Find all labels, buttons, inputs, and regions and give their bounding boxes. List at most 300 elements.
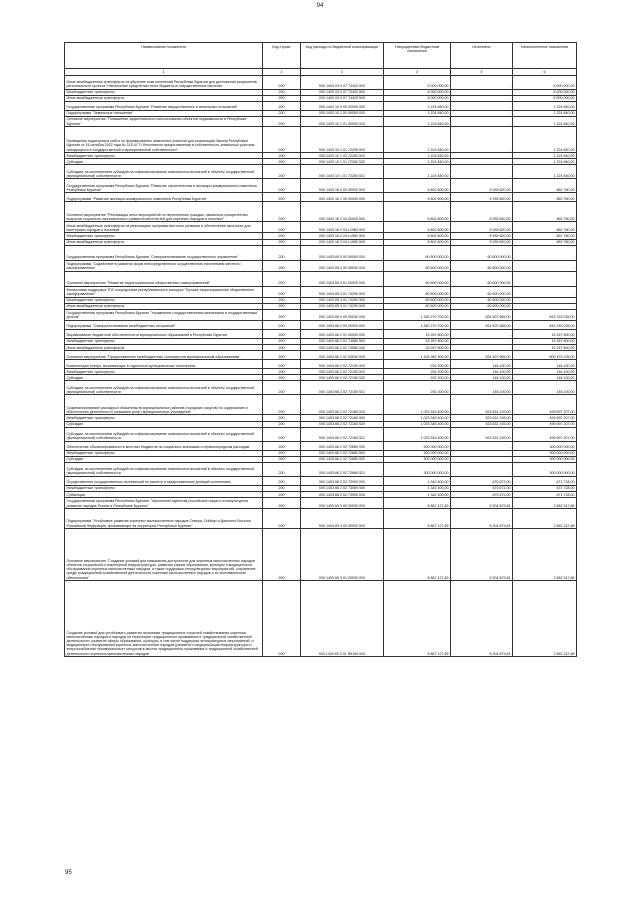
- row-kbk-cell: 000 1403 10 1 01 72250 520: [301, 159, 384, 165]
- column-number: 6: [513, 68, 577, 75]
- row-approved-cell: 292 200,00: [384, 381, 451, 395]
- row-executed-cell: 146 100,00: [451, 375, 513, 381]
- row-remaining-cell: 15 267 800,00: [513, 329, 577, 338]
- table-row: [65, 271, 577, 286]
- row-remaining-cell: 146 100,00: [513, 360, 577, 369]
- row-code-cell: 200: [263, 222, 301, 233]
- row-kbk-cell: 000 1403 69 3 00 00000 000: [301, 509, 384, 529]
- table-row: [65, 498, 577, 509]
- row-executed-cell: 60 600 000,00: [451, 245, 513, 260]
- row-name-cell: Иные межбюджетные трансферты: [65, 345, 263, 351]
- row-remaining-cell: 1 224 840,00: [513, 153, 577, 159]
- table-row: [65, 165, 577, 179]
- row-name-cell: Межбюджетные трансферты: [65, 233, 263, 239]
- row-remaining-cell: 862 780,00: [513, 233, 577, 239]
- row-name-cell: Государственная программа Республики Бурятия "Укрепление единства российской нации и этнокультурное развитие народов России в Республике Бурятия": [65, 498, 263, 509]
- table-row: [65, 116, 577, 126]
- header-approved: Утвержденные бюджетные назначения: [384, 43, 451, 69]
- row-kbk-cell: 000 1403 66 2 01 74580 540: [301, 345, 384, 351]
- table-row: [65, 286, 577, 297]
- row-code-cell: 200: [263, 381, 301, 395]
- row-remaining-cell: 300 000 000,00: [513, 441, 577, 450]
- row-executed-cell: -: [451, 450, 513, 456]
- row-kbk-cell: 000 1403 16 2 04 L1560 540: [301, 239, 384, 245]
- column-number: 2: [263, 68, 301, 75]
- row-code-cell: 200: [263, 338, 301, 344]
- row-kbk-cell: 000 1403 65 3 01 74290 500: [301, 297, 384, 303]
- row-approved-cell: 1 340 270 700,00: [384, 309, 451, 320]
- row-executed-cell: 5 304 879,81: [451, 509, 513, 529]
- table-row: [65, 245, 577, 260]
- row-name-cell: Иные межбюджетные трансферты на обучение глав поселений Республики Бурятия для достижения результатов регионального проекта «Увеличение средств местного бюджета от имущественных налогов»: [65, 75, 263, 89]
- row-kbk-cell: 000 1403 66 2 02 72150 500: [301, 369, 384, 375]
- row-name-cell: Государственная программа Республики Бурятия "Совершенствование государственного управления": [65, 245, 263, 260]
- row-kbk-cell: 000 1403 10 1 00 00000 000: [301, 110, 384, 116]
- row-code-cell: 200: [263, 75, 301, 89]
- row-name-cell: Межбюджетные трансферты: [65, 153, 263, 159]
- table-row: [65, 509, 577, 529]
- row-name-cell: Иные межбюджетные трансферты: [65, 95, 263, 101]
- row-approved-cell: 6 802 600,00: [384, 179, 451, 193]
- row-executed-cell: -: [451, 153, 513, 159]
- row-executed-cell: -: [451, 101, 513, 110]
- row-approved-cell: 5 000 000,00: [384, 75, 451, 89]
- row-code-cell: 200: [263, 245, 301, 260]
- row-code-cell: 200: [263, 153, 301, 159]
- row-code-cell: 200: [263, 492, 301, 498]
- row-approved-cell: 1 224 840,00: [384, 159, 451, 165]
- row-remaining-cell: 15 267 800,00: [513, 345, 577, 351]
- row-remaining-cell: 3 562 247,88: [513, 581, 577, 657]
- row-kbk-cell: 000 1403 10 0 00 00000 000: [301, 101, 384, 110]
- row-kbk-cell: 000 1403 66 2 01 00000 000: [301, 329, 384, 338]
- row-approved-cell: 1 224 840,00: [384, 153, 451, 159]
- row-name-cell: Подпрограмма "Устойчивое развитие коренных малочисленных народов Севера, Сибири и Дальнего Востока Российской Федерации, проживающих на территории Республики Бурятия": [65, 509, 263, 529]
- row-kbk-cell: 000 1403 66 2 02 73090 000: [301, 476, 384, 485]
- row-kbk-cell: 000 1403 10 1 01 72250 500: [301, 153, 384, 159]
- row-kbk-cell: 000 1403 10 1 01 72250 000: [301, 127, 384, 153]
- header-code: Код строки: [263, 43, 301, 69]
- column-number: 5: [451, 68, 513, 75]
- row-executed-cell: 524 507 665,00: [451, 320, 513, 329]
- table-row: [65, 476, 577, 485]
- row-code-cell: 200: [263, 165, 301, 179]
- row-remaining-cell: 3 562 247,88: [513, 498, 577, 509]
- row-executed-cell: 523 631 193,00: [451, 427, 513, 441]
- row-remaining-cell: -: [513, 245, 577, 260]
- row-remaining-cell: 300 000 000,00: [513, 456, 577, 462]
- row-name-cell: Основное мероприятие "Развитие территориальных общественных самоуправлений": [65, 271, 263, 286]
- row-executed-cell: -: [451, 462, 513, 476]
- row-executed-cell: 670 672,00: [451, 485, 513, 491]
- row-name-cell: Основное мероприятие "Повышение эффективности использования объектов недвижимости в Республике Бурятия": [65, 116, 263, 126]
- row-code-cell: 200: [263, 462, 301, 476]
- row-approved-cell: 15 267 800,00: [384, 329, 451, 338]
- row-kbk-cell: 000 1403 65 3 01 74290 000: [301, 286, 384, 297]
- row-approved-cell: 60 600 000,00: [384, 297, 451, 303]
- row-approved-cell: 1 023 345 400,00: [384, 427, 451, 441]
- row-approved-cell: 60 600 000,00: [384, 260, 451, 271]
- row-code-cell: 200: [263, 529, 301, 581]
- row-name-cell: Обеспечение сбалансированности местных бюджетов по социально-значимым и первоочередным расходам: [65, 441, 263, 450]
- row-name-cell: Субсидии, за исключением субсидий на софинансирование капитальных вложений в объекты государственной (муниципальной) собственности: [65, 427, 263, 441]
- row-code-cell: 200: [263, 286, 301, 297]
- column-number-row: [65, 68, 577, 75]
- row-code-cell: 200: [263, 101, 301, 110]
- row-name-cell: Межбюджетные трансферты: [65, 338, 263, 344]
- table-row: [65, 462, 577, 476]
- row-approved-cell: 1 224 840,00: [384, 127, 451, 153]
- row-approved-cell: 1 224 840,00: [384, 116, 451, 126]
- row-code-cell: 200: [263, 450, 301, 456]
- table-row: [65, 529, 577, 581]
- row-executed-cell: 5 304 879,81: [451, 529, 513, 581]
- row-kbk-cell: 000 1403 65 3 01 74290 540: [301, 303, 384, 309]
- row-code-cell: 200: [263, 360, 301, 369]
- row-code-cell: 200: [263, 485, 301, 491]
- row-code-cell: 200: [263, 239, 301, 245]
- row-code-cell: 200: [263, 179, 301, 193]
- row-executed-cell: 5 939 820,00: [451, 179, 513, 193]
- row-kbk-cell: 000 1403 03 0 07 74420 000: [301, 75, 384, 89]
- row-name-cell: Субсидии: [65, 456, 263, 462]
- row-remaining-cell: 815 763 035,00: [513, 320, 577, 329]
- row-kbk-cell: 000 1403 65 3 01 00000 000: [301, 271, 384, 286]
- row-code-cell: 200: [263, 89, 301, 95]
- row-name-cell: Подпрограмма "Совершенствование межбюджетных отношений": [65, 320, 263, 329]
- table-row: [65, 193, 577, 202]
- row-executed-cell: 5 304 879,81: [451, 498, 513, 509]
- row-code-cell: 200: [263, 271, 301, 286]
- row-executed-cell: 5 939 820,00: [451, 239, 513, 245]
- row-name-cell: Финансовая поддержка ТОС посредством республиканского конкурса "Лучшее территориальное общественное самоуправление": [65, 286, 263, 297]
- row-approved-cell: 292 200,00: [384, 369, 451, 375]
- row-executed-cell: 60 600 000,00: [451, 303, 513, 309]
- row-code-cell: 200: [263, 456, 301, 462]
- row-approved-cell: 15 267 800,00: [384, 338, 451, 344]
- row-remaining-cell: 3 562 247,88: [513, 529, 577, 581]
- row-name-cell: Иные межбюджетные трансферты: [65, 239, 263, 245]
- row-name-cell: Софинансирование расходных обязательств муниципальных районов (городских округов) по содержанию и обеспечению деятельности (оказанию услуг) муниципальных учреждений: [65, 395, 263, 415]
- row-executed-cell: 5 304 879,81: [451, 581, 513, 657]
- table-row: [65, 309, 577, 320]
- row-name-cell: Иные межбюджетные трансферты на реализацию программ местного развития и обеспечение занятости для шахтерских городов и поселков: [65, 222, 263, 233]
- row-remaining-cell: 671 728,00: [513, 492, 577, 498]
- row-approved-cell: 300 000 000,00: [384, 450, 451, 456]
- row-executed-cell: -: [451, 95, 513, 101]
- row-code-cell: 200: [263, 581, 301, 657]
- row-remaining-cell: 1 224 840,00: [513, 116, 577, 126]
- row-name-cell: Субвенции: [65, 492, 263, 498]
- row-name-cell: Подпрограмма "Содействие в развитии форм непосредственного осуществления населением местного самоуправления": [65, 260, 263, 271]
- row-code-cell: 200: [263, 395, 301, 415]
- row-executed-cell: -: [451, 441, 513, 450]
- row-kbk-cell: 000 1403 16 2 04 00000 000: [301, 202, 384, 222]
- row-remaining-cell: 671 728,00: [513, 485, 577, 491]
- table-row: [65, 222, 577, 233]
- row-name-cell: Межбюджетные трансферты: [65, 297, 263, 303]
- row-kbk-cell: 000 1403 03 0 07 74420 540: [301, 95, 384, 101]
- row-executed-cell: 523 631 193,00: [451, 421, 513, 427]
- row-approved-cell: 15 267 800,00: [384, 345, 451, 351]
- row-kbk-cell: 000 1403 69 0 00 00000 000: [301, 498, 384, 509]
- row-name-cell: Проведение кадастровых работ по формированию земельных участков для реализации Закона Республики Бурятия от 16 октября 2002 года № 115-III "О бесплатном предоставлении в собственность земельных участков, находящихся в государственной и муниципальной собственности": [65, 127, 263, 153]
- row-remaining-cell: 862 780,00: [513, 239, 577, 245]
- row-code-cell: 200: [263, 427, 301, 441]
- table-row: [65, 441, 577, 450]
- row-remaining-cell: 1 224 840,00: [513, 127, 577, 153]
- row-kbk-cell: 000 1403 16 2 04 L1560 500: [301, 233, 384, 239]
- row-kbk-cell: 000 1403 66 2 02 72880 520: [301, 456, 384, 462]
- row-name-cell: Создание условий для устойчивого развития экономики традиционных отраслей хозяйствования коренных малочисленных народов и народов на территории традиционного проживания и традиционной хозяйственной деятельности, развитие сферы образования, культуры, в том числе поддержка этнокультурных мероприятий, и медицинского обслуживания коренных малочисленных народов (развитие и модернизация инфраструктуры и энергоснабжения «коммунальных» ресурсов в местах традиционного проживания и традиционной хозяйственной деятельности коренных малочисленных народов: [65, 581, 263, 657]
- row-approved-cell: 1 023 345 400,00: [384, 415, 451, 421]
- table-body: [65, 68, 577, 657]
- row-code-cell: 200: [263, 509, 301, 529]
- row-remaining-cell: -: [513, 303, 577, 309]
- row-name-cell: Межбюджетные трансферты: [65, 485, 263, 491]
- row-code-cell: 200: [263, 127, 301, 153]
- row-kbk-cell: 000 1403 66 2 02 72880 000: [301, 441, 384, 450]
- row-code-cell: 200: [263, 159, 301, 165]
- row-kbk-cell: 000 1403 66 2 02 73090 530: [301, 492, 384, 498]
- row-executed-cell: 146 100,00: [451, 360, 513, 369]
- row-approved-cell: 1 023 345 400,00: [384, 395, 451, 415]
- table-row: [65, 581, 577, 657]
- row-approved-cell: 6 802 600,00: [384, 193, 451, 202]
- row-name-cell: Субсидии, за исключением субсидий на софинансирование капитальных вложений в объекты государственной (муниципальной) собственности: [65, 381, 263, 395]
- row-approved-cell: 1 324 982 900,00: [384, 351, 451, 360]
- row-remaining-cell: 5 000 000,00: [513, 75, 577, 89]
- row-kbk-cell: 000 1403 66 2 02 72150 520: [301, 375, 384, 381]
- row-approved-cell: 1 224 840,00: [384, 110, 451, 116]
- row-name-cell: Субсидии, за исключением субсидий на софинансирование капитальных вложений в объекты государственной (муниципальной) собственности: [65, 462, 263, 476]
- row-name-cell: Подпрограмма "Земельные отношения": [65, 110, 263, 116]
- row-approved-cell: 292 200,00: [384, 375, 451, 381]
- row-code-cell: 200: [263, 193, 301, 202]
- row-remaining-cell: 671 728,00: [513, 476, 577, 485]
- row-kbk-cell: 000 1403 66 2 02 72160 000: [301, 395, 384, 415]
- row-name-cell: Субсидии, за исключением субсидий на софинансирование капитальных вложений в объекты государственной (муниципальной) собственности: [65, 165, 263, 179]
- row-executed-cell: 670 672,00: [451, 476, 513, 485]
- row-executed-cell: 523 631 193,00: [451, 395, 513, 415]
- row-executed-cell: 60 600 000,00: [451, 286, 513, 297]
- table-row: [65, 101, 577, 110]
- row-remaining-cell: 499 697 207,00: [513, 395, 577, 415]
- column-number: 4: [384, 68, 451, 75]
- table-row: [65, 260, 577, 271]
- row-code-cell: 200: [263, 202, 301, 222]
- row-kbk-cell: 000 1403 66 2 00 00000 000: [301, 320, 384, 329]
- row-name-cell: Государственная программа Республики Бурятия "Развитие строительства и жилищно-коммунального комплекса Республики Бурятия": [65, 179, 263, 193]
- row-kbk-cell: 000 1403 66 2 02 73090 500: [301, 485, 384, 491]
- row-executed-cell: 5 939 820,00: [451, 202, 513, 222]
- table-row: [65, 351, 577, 360]
- row-approved-cell: 6 802 600,00: [384, 239, 451, 245]
- row-code-cell: 200: [263, 309, 301, 320]
- row-kbk-cell: 000 1403 03 0 07 74420 500: [301, 89, 384, 95]
- row-executed-cell: -: [451, 329, 513, 338]
- row-executed-cell: -: [451, 89, 513, 95]
- row-remaining-cell: 815 763 035,00: [513, 309, 577, 320]
- table-row: [65, 179, 577, 193]
- row-remaining-cell: 5 000 000,00: [513, 89, 577, 95]
- table-row: [65, 320, 577, 329]
- row-name-cell: Иные межбюджетные трансферты: [65, 303, 263, 309]
- row-approved-cell: 60 600 000,00: [384, 303, 451, 309]
- row-approved-cell: 5 000 000,00: [384, 95, 451, 101]
- row-remaining-cell: -: [513, 297, 577, 303]
- row-code-cell: 200: [263, 369, 301, 375]
- row-code-cell: 200: [263, 303, 301, 309]
- row-kbk-cell: 000 1403 66 2 01 74580 500: [301, 338, 384, 344]
- row-kbk-cell: 000 1403 65 0 00 00000 000: [301, 245, 384, 260]
- row-executed-cell: -: [451, 116, 513, 126]
- table-row: [65, 427, 577, 441]
- row-kbk-cell: 000 1403 16 2 04 L1560 000: [301, 222, 384, 233]
- header-kbk: Код расхода по бюджетной классификации: [301, 43, 384, 69]
- row-approved-cell: 292 200,00: [384, 360, 451, 369]
- row-executed-cell: -: [451, 75, 513, 89]
- row-code-cell: 200: [263, 233, 301, 239]
- row-remaining-cell: 1 224 840,00: [513, 159, 577, 165]
- row-name-cell: Межбюджетные трансферты: [65, 369, 263, 375]
- row-approved-cell: 60 600 000,00: [384, 286, 451, 297]
- row-approved-cell: 1 342 400,00: [384, 485, 451, 491]
- row-remaining-cell: 499 697 207,00: [513, 415, 577, 421]
- table-row: [65, 202, 577, 222]
- row-name-cell: Межбюджетные трансферты: [65, 89, 263, 95]
- row-kbk-cell: 000 1403 66 0 00 00000 000: [301, 309, 384, 320]
- row-kbk-cell: 000 1403 66 2 02 72150 000: [301, 360, 384, 369]
- table-header: [65, 43, 577, 69]
- row-remaining-cell: 862 780,00: [513, 202, 577, 222]
- row-executed-cell: -: [451, 165, 513, 179]
- table-row: [65, 127, 577, 153]
- row-kbk-cell: 000 1403 66 2 02 00000 000: [301, 351, 384, 360]
- row-remaining-cell: 5 000 000,00: [513, 95, 577, 101]
- table-row: [65, 329, 577, 338]
- row-executed-cell: 146 100,00: [451, 369, 513, 375]
- row-approved-cell: 60 600 000,00: [384, 245, 451, 260]
- row-code-cell: 200: [263, 297, 301, 303]
- row-code-cell: 200: [263, 329, 301, 338]
- row-remaining-cell: 1 224 840,00: [513, 101, 577, 110]
- table-row: [65, 360, 577, 369]
- row-code-cell: 200: [263, 320, 301, 329]
- row-name-cell: Компенсация потерь, возникающих в отдельных муниципальных поселениях: [65, 360, 263, 369]
- row-executed-cell: -: [451, 110, 513, 116]
- row-executed-cell: 5 939 820,00: [451, 233, 513, 239]
- row-executed-cell: 5 939 820,00: [451, 222, 513, 233]
- row-code-cell: 200: [263, 375, 301, 381]
- row-executed-cell: -: [451, 338, 513, 344]
- page-number-bottom: 95: [65, 870, 72, 876]
- row-name-cell: Подпрограмма "Развитие жилищно-коммунального комплекса Республики Бурятия": [65, 193, 263, 202]
- header-remaining: Неисполненные назначения: [513, 43, 577, 69]
- row-executed-cell: 60 600 000,00: [451, 297, 513, 303]
- row-kbk-cell: 000 1403 10 1 01 00000 000: [301, 116, 384, 126]
- row-name-cell: Межбюджетные трансферты: [65, 450, 263, 456]
- row-remaining-cell: 300 000 000,00: [513, 450, 577, 456]
- row-approved-cell: 8 867 127,69: [384, 581, 451, 657]
- row-remaining-cell: 146 100,00: [513, 375, 577, 381]
- row-kbk-cell: 000 1403 65 3 00 00000 000: [301, 260, 384, 271]
- row-approved-cell: 8 867 127,69: [384, 509, 451, 529]
- row-executed-cell: -: [451, 345, 513, 351]
- row-name-cell: Субсидии: [65, 159, 263, 165]
- row-code-cell: 200: [263, 498, 301, 509]
- page-number-top: 94: [316, 3, 324, 9]
- row-code-cell: 200: [263, 421, 301, 427]
- row-remaining-cell: 146 100,00: [513, 369, 577, 375]
- row-approved-cell: 8 867 127,69: [384, 498, 451, 509]
- row-code-cell: 200: [263, 116, 301, 126]
- row-remaining-cell: -: [513, 260, 577, 271]
- row-remaining-cell: 862 780,00: [513, 222, 577, 233]
- row-name-cell: Основное мероприятие "Предоставление межбюджетных трансфертов муниципальным образованиям": [65, 351, 263, 360]
- row-name-cell: Выравнивание бюджетной обеспеченности муниципальных образований в Республике Бурятия: [65, 329, 263, 338]
- row-executed-cell: 524 507 665,00: [451, 309, 513, 320]
- row-approved-cell: 6 802 600,00: [384, 202, 451, 222]
- row-executed-cell: -: [451, 456, 513, 462]
- row-remaining-cell: 15 267 800,00: [513, 338, 577, 344]
- row-kbk-cell: 000 1403 66 2 02 72150 521: [301, 381, 384, 395]
- header-executed: Исполнено: [451, 43, 513, 69]
- row-code-cell: 200: [263, 415, 301, 421]
- row-executed-cell: -: [451, 159, 513, 165]
- row-code-cell: 200: [263, 345, 301, 351]
- row-approved-cell: 1 342 400,00: [384, 476, 451, 485]
- budget-execution-table: [64, 42, 577, 657]
- row-kbk-cell: 000 1403 66 2 02 72160 520: [301, 421, 384, 427]
- row-remaining-cell: 1 224 840,00: [513, 165, 577, 179]
- table-row: [65, 75, 577, 89]
- row-approved-cell: 6 802 600,00: [384, 222, 451, 233]
- row-remaining-cell: -: [513, 271, 577, 286]
- row-kbk-cell: 000 1403 66 2 02 72880 521: [301, 462, 384, 476]
- row-kbk-cell: 000 1403 66 2 02 72160 521: [301, 427, 384, 441]
- row-name-cell: Государственная программа Республики Бурятия "Управление государственными финансами и государственным долгом": [65, 309, 263, 320]
- row-remaining-cell: 499 697 207,00: [513, 427, 577, 441]
- row-code-cell: 200: [263, 351, 301, 360]
- row-kbk-cell: 000 1403 66 2 02 72160 500: [301, 415, 384, 421]
- row-remaining-cell: 862 780,00: [513, 193, 577, 202]
- row-remaining-cell: 300 000 000,00: [513, 462, 577, 476]
- row-approved-cell: 300 000 000,00: [384, 456, 451, 462]
- row-name-cell: Осуществление государственных полномочий по расчету и предоставлению дотаций поселениям: [65, 476, 263, 485]
- row-executed-cell: 670 672,00: [451, 492, 513, 498]
- row-kbk-cell: 000 1403 16 2 00 00000 000: [301, 193, 384, 202]
- row-approved-cell: 300 000 000,00: [384, 462, 451, 476]
- row-remaining-cell: 862 780,00: [513, 179, 577, 193]
- row-remaining-cell: 1 224 840,00: [513, 110, 577, 116]
- row-code-cell: 200: [263, 260, 301, 271]
- row-approved-cell: 300 000 000,00: [384, 441, 451, 450]
- row-executed-cell: -: [451, 127, 513, 153]
- row-approved-cell: 1 224 840,00: [384, 165, 451, 179]
- row-approved-cell: 60 600 000,00: [384, 271, 451, 286]
- row-executed-cell: 60 600 000,00: [451, 271, 513, 286]
- row-executed-cell: 523 631 193,00: [451, 415, 513, 421]
- row-name-cell: Государственная программа Республики Бурятия "Развитие имущественных и земельных отношений": [65, 101, 263, 110]
- row-name-cell: Межбюджетные трансферты: [65, 415, 263, 421]
- row-code-cell: 200: [263, 95, 301, 101]
- row-remaining-cell: -: [513, 286, 577, 297]
- column-number: 1: [65, 68, 263, 75]
- row-approved-cell: 1 224 840,00: [384, 101, 451, 110]
- row-name-cell: Субсидии: [65, 375, 263, 381]
- row-approved-cell: 5 000 000,00: [384, 89, 451, 95]
